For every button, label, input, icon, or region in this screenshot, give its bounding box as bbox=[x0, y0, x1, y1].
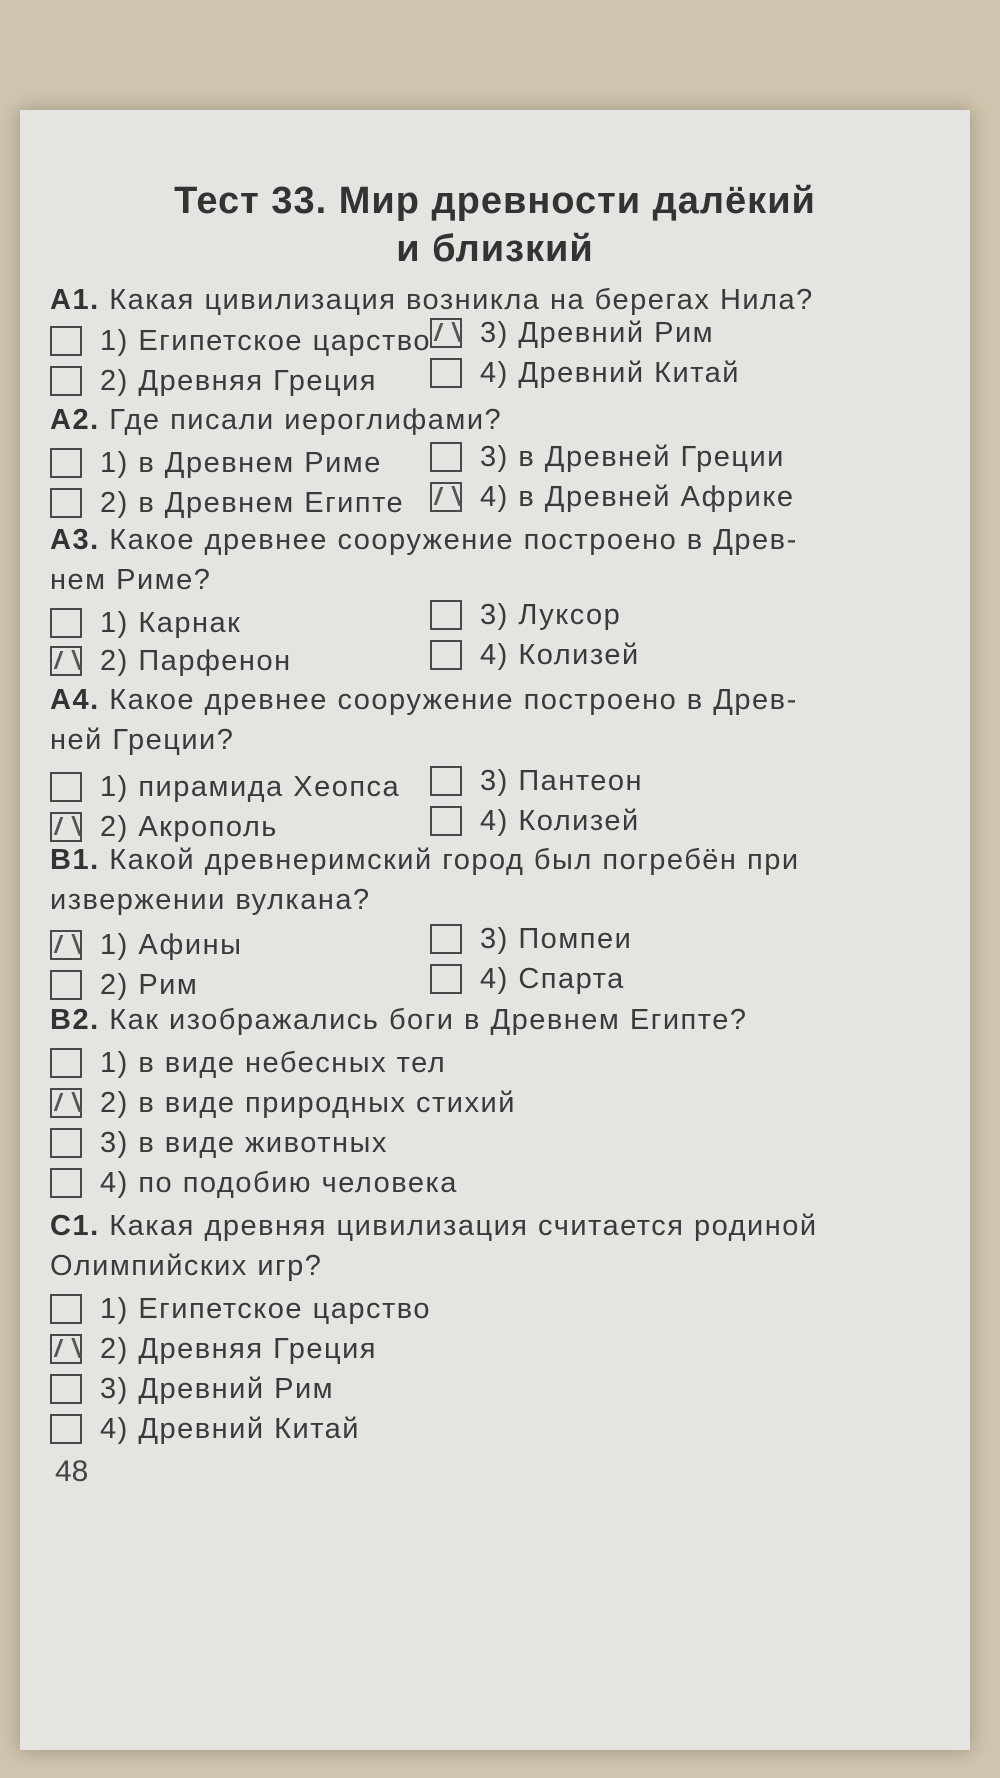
question-a1: А1. Какая цивилизация возникла на берегах Нила? bbox=[50, 284, 814, 316]
option-b2-3[interactable]: 3) в виде животных bbox=[50, 1126, 388, 1160]
checkbox[interactable] bbox=[50, 448, 82, 478]
checkbox[interactable] bbox=[50, 1414, 82, 1444]
checkbox[interactable] bbox=[50, 1048, 82, 1078]
option-c1-3[interactable]: 3) Древний Рим bbox=[50, 1372, 334, 1406]
option-a1-4[interactable]: 4) Древний Китай bbox=[430, 356, 740, 390]
checkbox-checked[interactable] bbox=[50, 812, 82, 842]
option-b2-4[interactable]: 4) по подобию человека bbox=[50, 1166, 458, 1200]
checkbox[interactable] bbox=[430, 442, 462, 472]
question-a2: А2. Где писали иероглифами? bbox=[50, 404, 503, 436]
option-b1-1[interactable]: 1) Афины bbox=[50, 928, 242, 962]
option-b2-2[interactable]: 2) в виде природных стихий bbox=[50, 1086, 516, 1120]
checkbox-checked[interactable] bbox=[50, 1088, 82, 1118]
page-number: 48 bbox=[55, 1455, 89, 1488]
checkbox-checked[interactable] bbox=[50, 930, 82, 960]
question-a3: А3. Какое древнее сооружение построено в Древ- нем Риме? bbox=[50, 524, 798, 596]
option-a1-1[interactable]: 1) Египетское царство bbox=[50, 324, 431, 358]
checkbox-checked[interactable] bbox=[430, 482, 462, 512]
option-b1-2[interactable]: 2) Рим bbox=[50, 968, 198, 1002]
page-title: Тест 33. Мир древности далёкий bbox=[174, 180, 816, 222]
option-a2-4[interactable]: 4) в Древней Африке bbox=[430, 480, 795, 514]
option-a4-2[interactable]: 2) Акрополь bbox=[50, 810, 278, 844]
option-a3-3[interactable]: 3) Луксор bbox=[430, 598, 621, 632]
checkbox[interactable] bbox=[50, 1168, 82, 1198]
question-b2: В2. Как изображались боги в Древнем Египте? bbox=[50, 1004, 748, 1036]
checkbox-checked[interactable] bbox=[50, 1334, 82, 1364]
test-page bbox=[20, 110, 970, 1750]
checkbox[interactable] bbox=[430, 766, 462, 796]
option-a3-4[interactable]: 4) Колизей bbox=[430, 638, 640, 672]
option-b2-1[interactable]: 1) в виде небесных тел bbox=[50, 1046, 446, 1080]
checkbox[interactable] bbox=[50, 366, 82, 396]
option-a2-2[interactable]: 2) в Древнем Египте bbox=[50, 486, 404, 520]
checkbox[interactable] bbox=[430, 358, 462, 388]
option-a1-2[interactable]: 2) Древняя Греция bbox=[50, 364, 377, 398]
option-b1-3[interactable]: 3) Помпеи bbox=[430, 922, 632, 956]
checkbox[interactable] bbox=[50, 1294, 82, 1324]
question-b1: В1. Какой древнеримский город был погребён при извержении вулкана? bbox=[50, 844, 800, 916]
checkbox[interactable] bbox=[50, 326, 82, 356]
checkbox[interactable] bbox=[430, 640, 462, 670]
option-a4-1[interactable]: 1) пирамида Хеопса bbox=[50, 770, 400, 804]
page-title-line2: и близкий bbox=[396, 228, 594, 270]
question-c1: С1. Какая древняя цивилизация считается родиной Олимпийских игр? bbox=[50, 1210, 818, 1282]
question-a4: А4. Какое древнее сооружение построено в Древ- ней Греции? bbox=[50, 684, 798, 756]
option-c1-2[interactable]: 2) Древняя Греция bbox=[50, 1332, 377, 1366]
option-a3-1[interactable]: 1) Карнак bbox=[50, 606, 241, 640]
option-a3-2[interactable]: 2) Парфенон bbox=[50, 644, 292, 678]
option-a2-1[interactable]: 1) в Древнем Риме bbox=[50, 446, 382, 480]
checkbox[interactable] bbox=[430, 600, 462, 630]
option-a4-4[interactable]: 4) Колизей bbox=[430, 804, 640, 838]
option-a1-3[interactable]: 3) Древний Рим bbox=[430, 316, 714, 350]
option-a2-3[interactable]: 3) в Древней Греции bbox=[430, 440, 785, 474]
checkbox[interactable] bbox=[50, 1374, 82, 1404]
checkbox[interactable] bbox=[50, 488, 82, 518]
option-c1-1[interactable]: 1) Египетское царство bbox=[50, 1292, 431, 1326]
checkbox[interactable] bbox=[430, 806, 462, 836]
checkbox[interactable] bbox=[50, 1128, 82, 1158]
checkbox[interactable] bbox=[50, 772, 82, 802]
checkbox[interactable] bbox=[430, 924, 462, 954]
checkbox-checked[interactable] bbox=[50, 646, 82, 676]
checkbox[interactable] bbox=[50, 608, 82, 638]
option-b1-4[interactable]: 4) Спарта bbox=[430, 962, 625, 996]
option-c1-4[interactable]: 4) Древний Китай bbox=[50, 1412, 360, 1446]
checkbox[interactable] bbox=[430, 964, 462, 994]
checkbox-checked[interactable] bbox=[430, 318, 462, 348]
option-a4-3[interactable]: 3) Пантеон bbox=[430, 764, 643, 798]
checkbox[interactable] bbox=[50, 970, 82, 1000]
